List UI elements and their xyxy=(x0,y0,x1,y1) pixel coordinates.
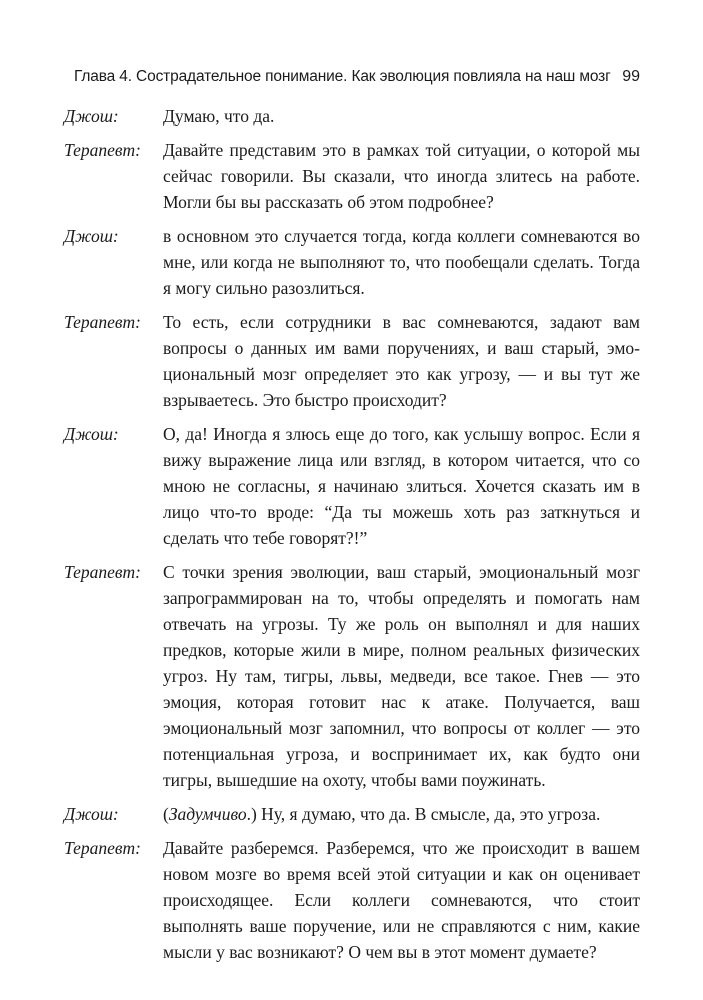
speech-text: в основном это случается тогда, когда коллеги сомневаются во мне, или когда не выполняют то, что пообещали сделать. Тогда я могу сильно разозлиться. xyxy=(163,226,640,298)
speaker-label: Терапевт: xyxy=(64,838,141,858)
dialogue-turn xyxy=(64,559,640,793)
speaker-label: Терапевт: xyxy=(64,562,141,582)
chapter-title: Глава 4. Сострадательное понимание. Как эволюция повлияла на наш мозг xyxy=(74,68,611,85)
speech-text: Давайте представим это в рамках той ситуации, о которой мы сейчас говорили. Вы сказали, что иногда злитесь на работе. Могли бы вы рассказать об этом подробнее? xyxy=(163,140,640,212)
speech-text: Думаю, что да. xyxy=(163,106,275,126)
dialogue-turn xyxy=(64,801,640,827)
dialogue-turn xyxy=(64,223,640,301)
speaker-label: Терапевт: xyxy=(64,312,141,332)
speaker-label: Джош: xyxy=(64,424,119,444)
dialogue-turn xyxy=(64,421,640,551)
speech-text: То есть, если сотрудники в вас сомневаются, задают вам вопросы о данных им вами поручениях, и ваш старый, эмоциональный мозг определяет это как угрозу, — и вы тут же взрываетесь. Это быстро происходит? xyxy=(163,312,640,410)
dialogue-turn xyxy=(64,309,640,413)
dialogue-turn xyxy=(64,835,640,965)
running-header xyxy=(74,66,640,88)
speaker-label: Терапевт: xyxy=(64,140,141,160)
speaker-label: Джош: xyxy=(64,804,119,824)
speech-text: С точки зрения эволюции, ваш старый, эмоциональный мозг запрограммирован на то, чтобы определять и помогать нам отвечать на угрозы. Ту же роль он выполнял и для наших предков, которые жили в мире, полном реальных физических угроз. Ну там, тигры, львы, медведи, все такое. Гнев — это эмоция, которая готовит нас к атаке. Получается, ваш эмоциональный мозг запомнил, что вопросы от коллег — это потенциальная угроза, и воспринимает их, как будто они тигры, вышедшие на охоту, чтобы вами поужинать. xyxy=(163,562,640,790)
page-number: 99 xyxy=(622,68,640,85)
speech-text: О, да! Иногда я злюсь еще до того, как услышу вопрос. Если я вижу выражение лица или взгляд, в котором читается, что со мною не согласны, я начинаю злиться. Хочется сказать им в лицо что-то вроде: “Да ты можешь хоть раз заткнуться и сделать что тебе говорят?!” xyxy=(163,424,640,548)
stage-direction: Задумчиво xyxy=(168,804,247,824)
dialogue-turn xyxy=(64,137,640,215)
dialogue-transcript xyxy=(64,103,640,973)
speech-text xyxy=(163,801,640,827)
speech-text: Давайте разберемся. Разберемся, что же происходит в вашем новом мозге во время всей этой ситуации и как он оценивает происходящее. Если коллеги сомневаются, что стоит выполнять ваше поручение, или не справляются с ним, какие мысли у вас возникают? О чем вы в этот момент думаете? xyxy=(163,838,640,962)
stage-direction-open: ( xyxy=(163,804,169,824)
speech-text-rest: .) Ну, я думаю, что да. В смысле, да, это угроза. xyxy=(246,804,601,824)
speaker-label: Джош: xyxy=(64,106,119,126)
speaker-label: Джош: xyxy=(64,226,119,246)
dialogue-turn xyxy=(64,103,640,129)
